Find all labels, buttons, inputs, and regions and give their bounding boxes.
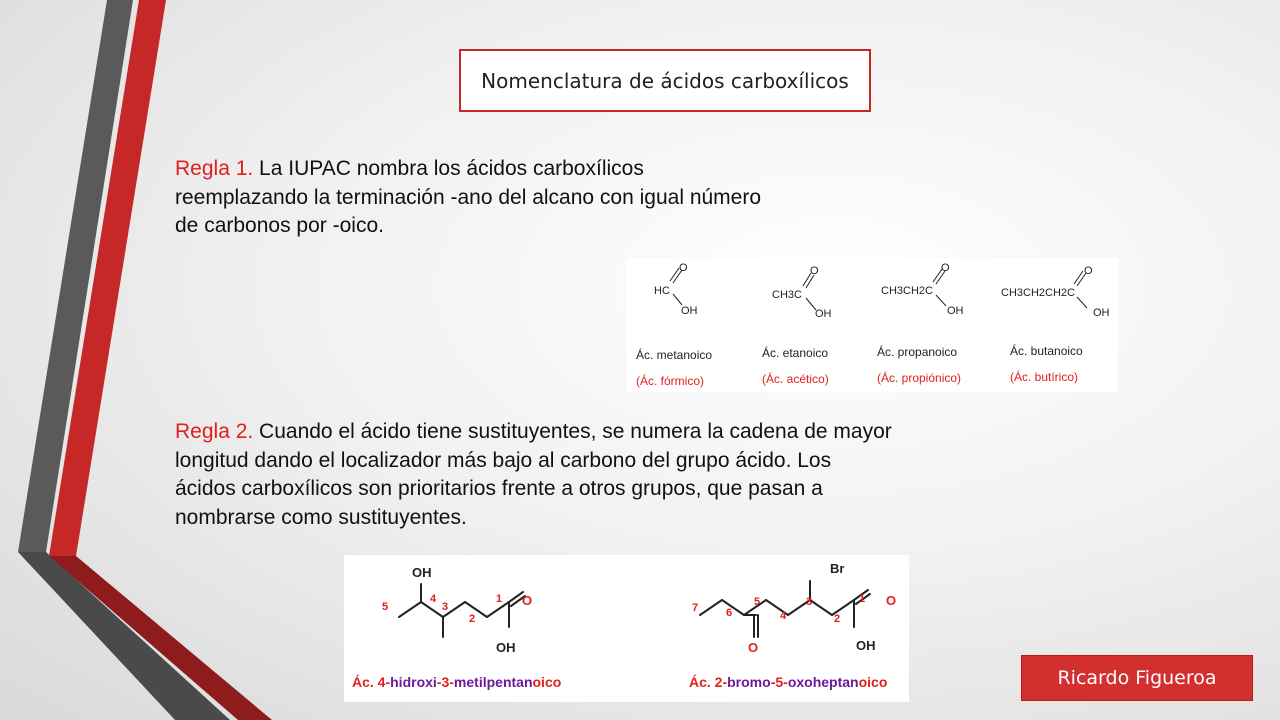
rule-2 <box>175 418 895 532</box>
hydroxyl-label: OH <box>681 305 698 317</box>
carbon-number: 4 <box>780 610 787 622</box>
substituted-acids-panel <box>344 555 909 702</box>
carbon-number: 3 <box>442 601 449 613</box>
carbon-number: 3 <box>806 596 813 608</box>
carbon-number: 7 <box>692 602 699 614</box>
oxygen-label: O <box>941 262 950 274</box>
example-1-name: Ác. 4-hidroxi-3-metilpentanoico <box>352 674 562 690</box>
carbon-number: 6 <box>726 607 733 619</box>
rule-1-text: La IUPAC nombra los ácidos carboxílicos reemplazando la terminación -ano del alcano con igual número de carbonos por -oico. <box>175 157 762 237</box>
decorative-stripes <box>0 0 300 720</box>
oxygen-label: O <box>522 593 533 608</box>
oxygen-label: O <box>679 262 688 274</box>
chain-label: CH3CH2C <box>881 285 933 297</box>
acid-common-name: (Ác. fórmico) <box>636 374 705 388</box>
acid-name: Ác. propanoico <box>877 345 958 359</box>
acid-common-name: (Ác. butírico) <box>1010 370 1079 384</box>
hydroxyl-label: OH <box>856 638 876 653</box>
author-badge: Ricardo Figueroa <box>1021 655 1253 701</box>
carbon-number: 1 <box>859 593 866 605</box>
hydroxyl-label: OH <box>496 640 516 655</box>
acid-common-name: (Ác. propiónico) <box>877 371 962 385</box>
chain-label: CH3C <box>772 289 802 301</box>
acid-name: Ác. etanoico <box>762 346 829 360</box>
rule-1-label: Regla 1. <box>175 157 254 180</box>
hydroxyl-label: OH <box>815 308 832 320</box>
oxygen-label: O <box>748 640 759 655</box>
substituted-acid-structures <box>344 555 909 702</box>
acid-common-name: (Ác. acético) <box>762 372 829 386</box>
chain-label: CH3CH2CH2C <box>1001 287 1075 299</box>
chain-label: HC <box>654 285 670 297</box>
acid-structures <box>627 258 1118 392</box>
carbon-number: 5 <box>754 596 761 608</box>
acid-name: Ác. metanoico <box>636 348 713 362</box>
hydroxyl-label: OH <box>1093 307 1110 319</box>
carbon-number: 4 <box>430 593 437 605</box>
carbon-number: 5 <box>382 601 389 613</box>
hydroxyl-label: OH <box>947 305 964 317</box>
oxygen-label: O <box>1084 265 1093 277</box>
acid-name: Ác. butanoico <box>1010 344 1083 358</box>
oxygen-label: O <box>886 593 897 608</box>
rule-1 <box>175 155 765 241</box>
carbon-number: 2 <box>469 613 476 625</box>
oxygen-label: O <box>810 265 819 277</box>
slide-title: Nomenclatura de ácidos carboxílicos <box>459 49 871 112</box>
acid-structures-panel <box>627 258 1118 392</box>
bromine-label: Br <box>830 561 845 576</box>
hydroxyl-label: OH <box>412 565 432 580</box>
rule-2-text: Cuando el ácido tiene sustituyentes, se numera la cadena de mayor longitud dando el localizador más bajo al carbono del grupo ácido. Los ácidos carboxílicos son prioritarios frente a otros grupos, que pasan a nombrarse como sustituyentes. <box>175 420 892 529</box>
carbon-number: 1 <box>496 593 503 605</box>
rule-2-label: Regla 2. <box>175 420 254 443</box>
carbon-number: 2 <box>834 613 841 625</box>
example-2-name: Ác. 2-bromo-5-oxoheptanoico <box>689 674 888 690</box>
